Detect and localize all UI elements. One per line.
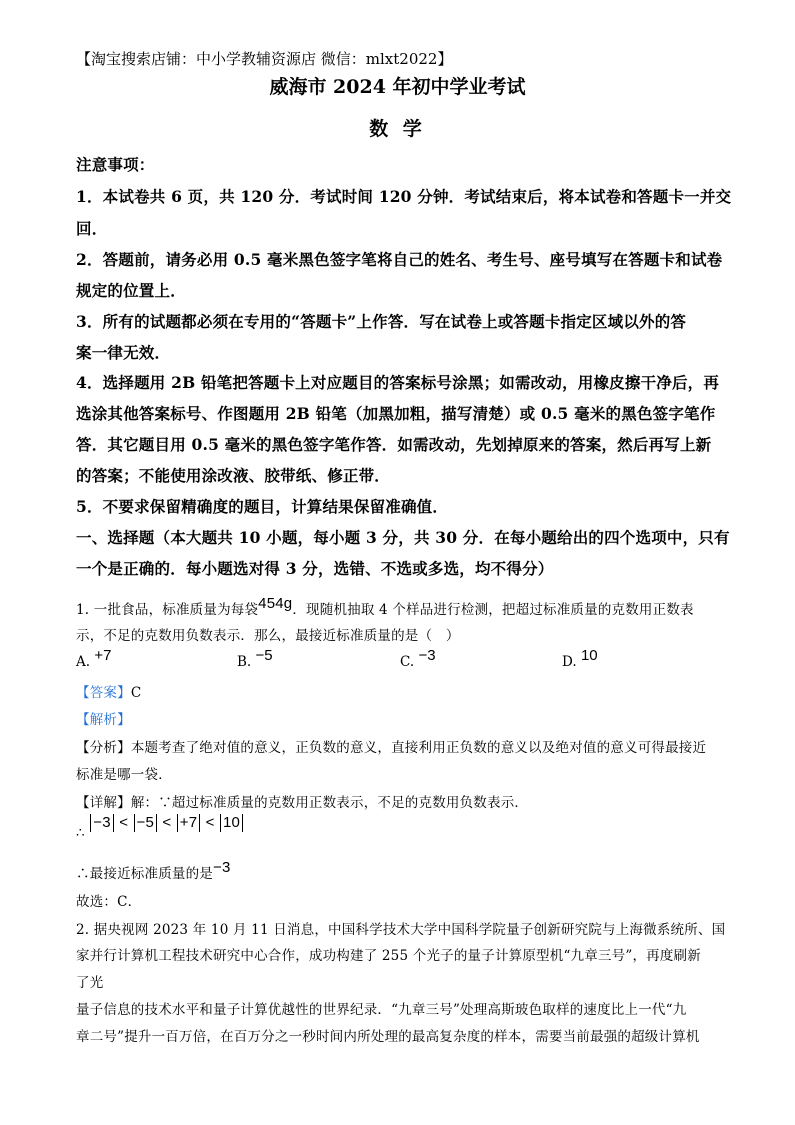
notice-line: 答．其它题目用 0.5 毫米的黑色签字笔作答．如需改动，先划掉原来的答案，然后再写上新 [76,435,712,454]
q1-stem [76,595,694,618]
q1-option-b: B. −5 [237,647,273,670]
fenxi-text: 本题考查了绝对值的意义，正负数的意义，直接利用正负数的意义以及绝对值的意义可得最接近 [130,740,707,756]
notice-heading: 注意事项： [76,155,155,174]
analysis-tag: 【解析】 [76,712,131,728]
q1-option-c: C. −3 [400,647,436,670]
notice-line: 的答案；不能使用涂改液、胶带纸、修正带． [76,466,391,485]
q1-stem-line2: 示，不足的克数用负数表示．那么，最接近标准质量的是（ ） [76,628,460,644]
q1-stem-text: 1. 一批食品，标准质量为每袋 [76,602,259,618]
notice-line: 案一律无效． [76,343,171,362]
q1-closest: ∴最接近标准质量的是−3 [76,859,231,882]
answer-tag: 【答案】 [76,685,131,701]
notice-line: 选涂其他答案标号、作图题用 2B 铅笔（加黑加粗，描写清楚）或 0.5 毫米的黑色签字笔作 [76,404,716,423]
fenxi-text-cont: 标准是哪一袋． [76,767,172,783]
q1-option-a: A. +7 [76,647,112,670]
q2-line: 了光 [76,975,104,991]
q1-answer [76,681,141,701]
inequality-expression: −3 < −5 < +7 < 10 [89,814,244,831]
q1-fenxi [76,736,706,756]
q1-inequality [76,814,244,841]
notice-line: 4．选择题用 2B 铅笔把答题卡上对应题目的答案标号涂黑；如需改动，用橡皮擦干净后，再 [76,373,720,392]
notice-line: 2．答题前，请务必用 0.5 毫米黑色签字笔将自己的姓名、考生号、座号填写在答题卡和试卷 [76,250,723,269]
q1-choice: 故选：C． [76,894,142,910]
notice-line: 3．所有的试题都必须在专用的“答题卡”上作答．写在试卷上或答题卡指定区域以外的答 [76,312,687,331]
notice-line: 回． [76,219,108,238]
section-heading-cont: 一个是正确的．每小题选对得 3 分，选错、不选或多选，均不得分） [76,559,554,578]
xiangjie-tag: 【详解】 [76,795,131,811]
notice-line: 1．本试卷共 6 页，共 120 分．考试时间 120 分钟．考试结束后，将本试卷和答题卡一并交 [76,187,732,206]
q1-stem-text-cont: ．现随机抽取 4 个样品进行检测，把超过标准质量的克数用正数表 [292,602,694,618]
subject-title: 数 学 [369,118,426,140]
q2-line: 量子信息的技术水平和量子计算优越性的世界纪录．“九章三号”处理高斯玻色取样的速度比上一代“九 [76,1002,687,1018]
exam-title: 威海市 2024 年初中学业考试 [269,76,526,98]
q2-line: 2. 据央视网 2023 年 10 月 11 日消息，中国科学技术大学中国科学院量子创新研究院与上海微系统所、国 [76,922,726,938]
therefore-symbol: ∴ [76,825,85,841]
q1-option-d: D. 10 [562,647,598,670]
q1-mass: 454g [258,595,293,612]
notice-line: 规定的位置上． [76,281,186,300]
notice-line: 5．不要求保留精确度的题目，计算结果保留准确值． [76,497,449,516]
xiangjie-text: 解：∵超过标准质量的克数用正数表示，不足的克数用负数表示． [130,795,529,811]
promo-banner: 【淘宝搜索店铺：中小学教辅资源店 微信：mlxt2022】 [76,50,453,68]
q1-xiangjie [76,791,528,811]
q2-line: 家并行计算机工程技术研究中心合作，成功构建了 255 个光子的量子计算原型机“九章三号”，再度刷新 [76,948,701,964]
fenxi-tag: 【分析】 [76,740,131,756]
q2-line: 章二号”提升一百万倍，在百万分之一秒时间内所处理的最高复杂度的样本，需要当前最强的超级计算机 [76,1029,700,1045]
answer-value: C [130,685,142,701]
section-heading: 一、选择题（本大题共 10 小题，每小题 3 分，共 30 分．在每小题给出的四个选项中，只有 [76,528,730,547]
